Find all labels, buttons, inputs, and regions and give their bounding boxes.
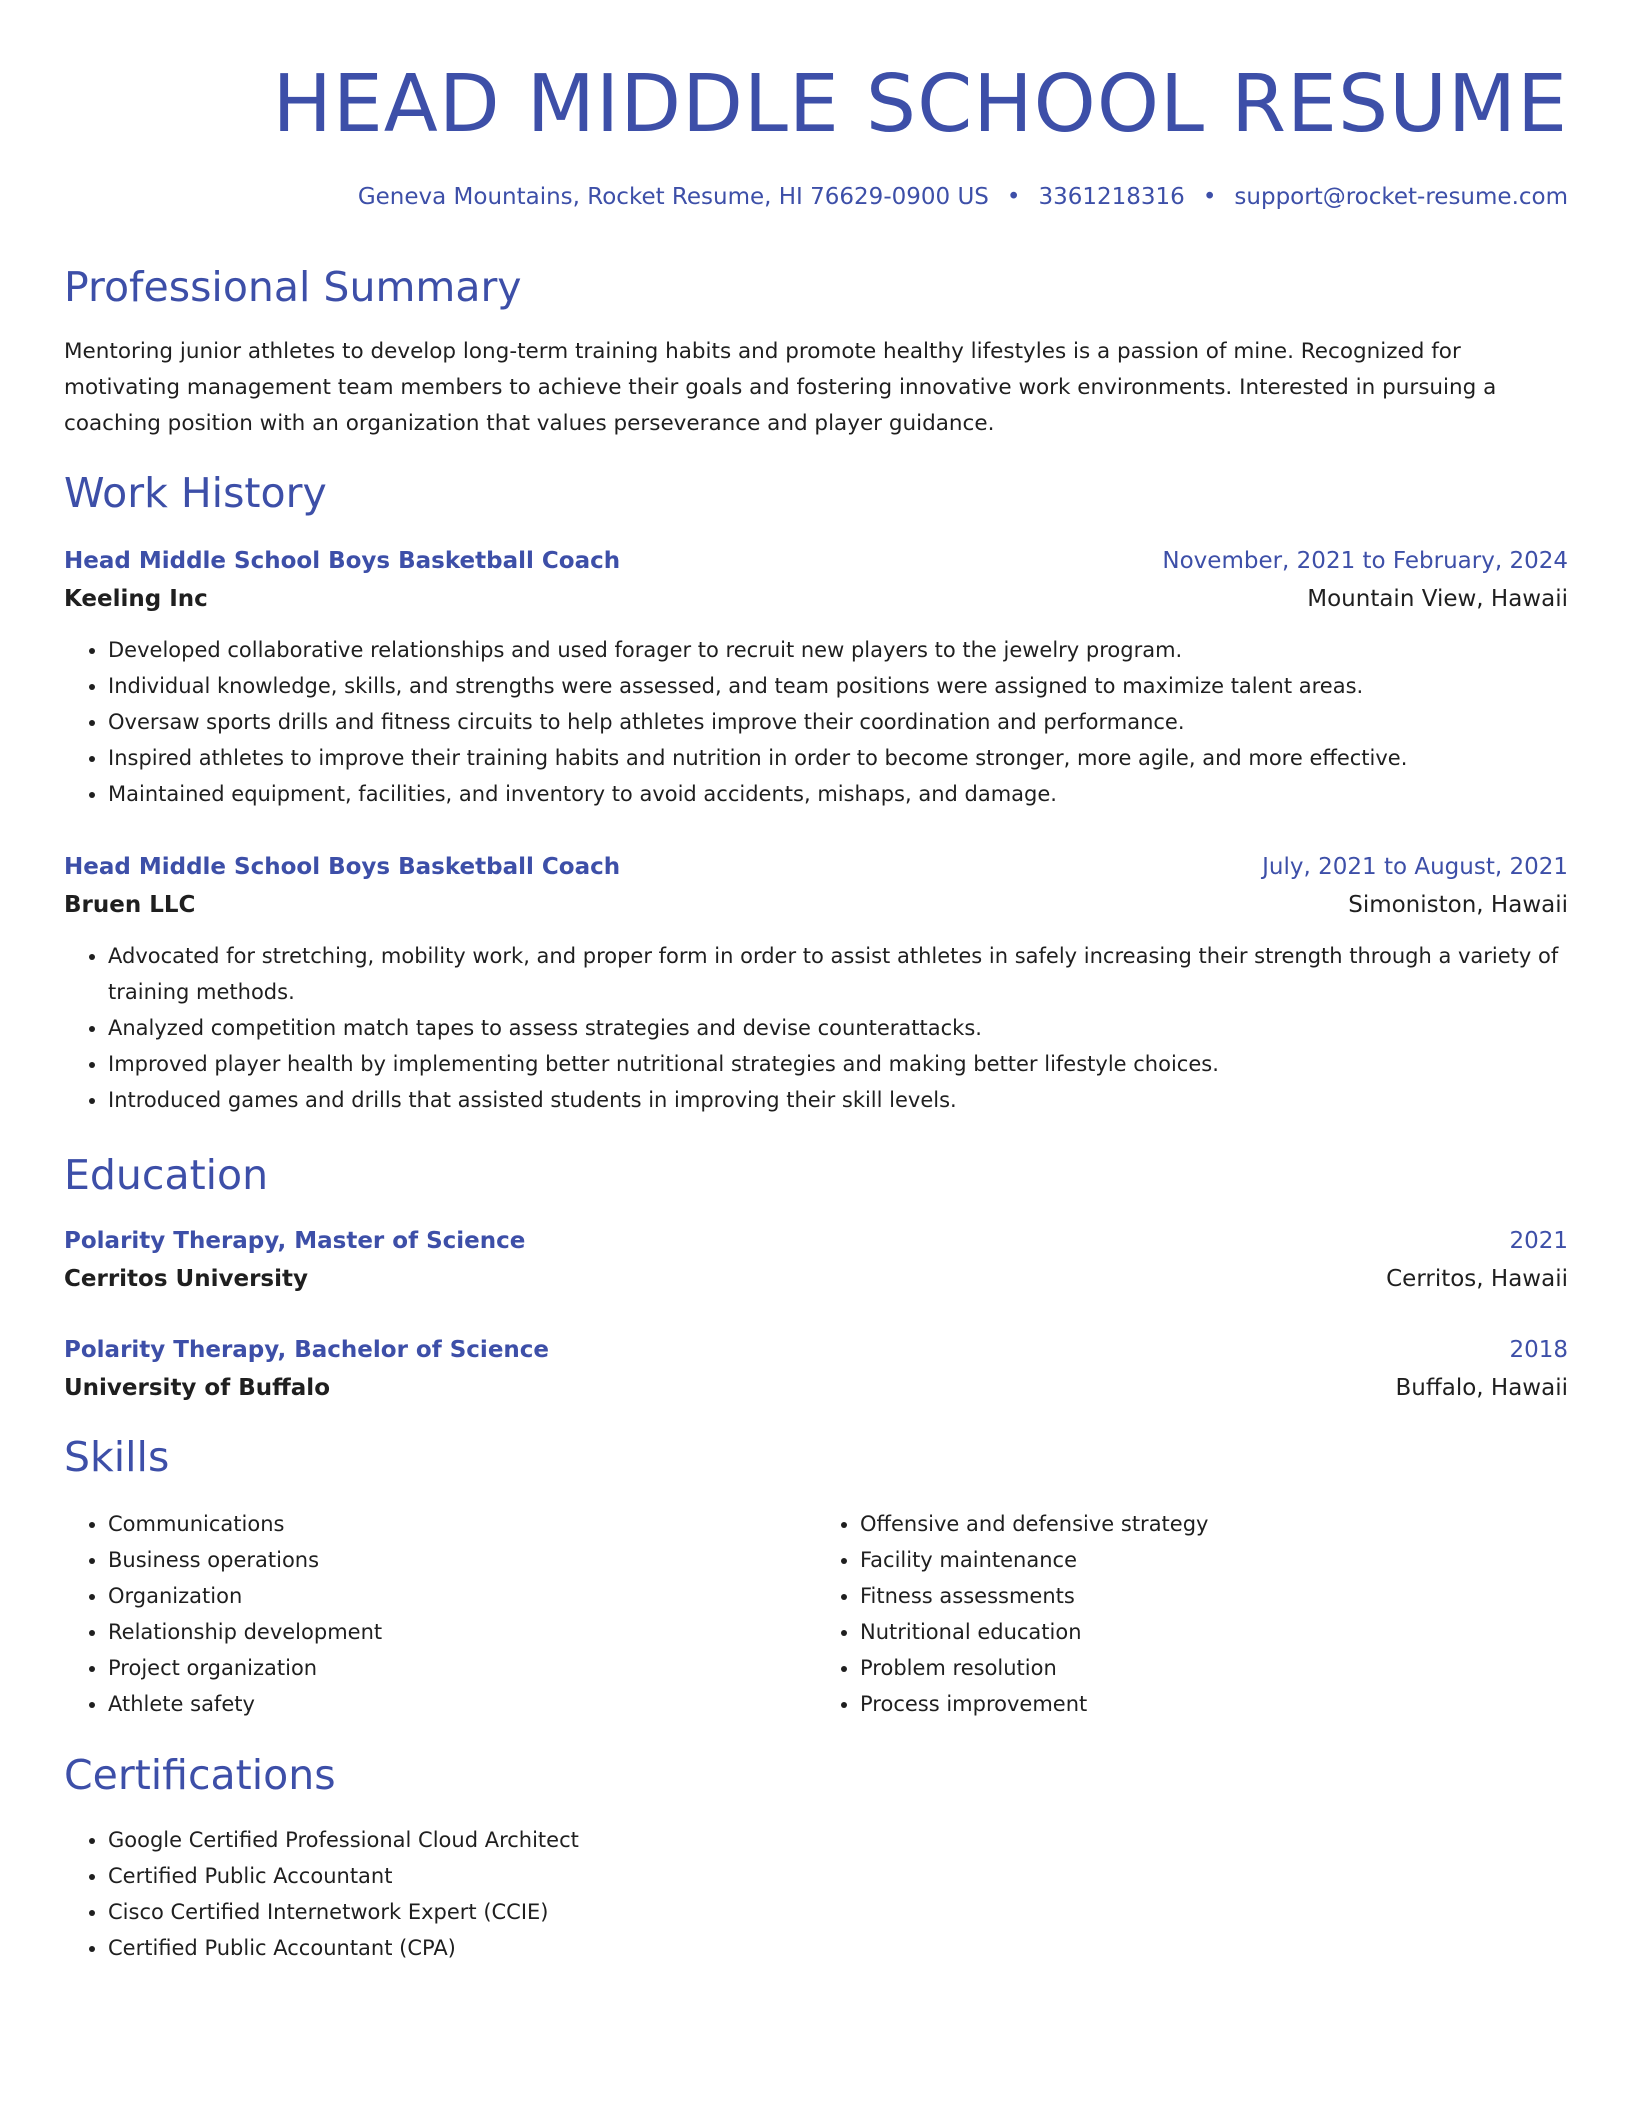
list-item: • Certified Public Accountant (CPA)	[108, 1930, 1568, 1966]
education-heading: Education	[64, 1151, 269, 1199]
list-item: • Facility maintenance	[860, 1542, 1568, 1578]
list-item: • Project organization	[108, 1650, 816, 1686]
contact-line	[358, 182, 1568, 212]
list-item: • Fitness assessments	[860, 1578, 1568, 1614]
list-item: • Cisco Certified Internetwork Expert (CCIE)	[108, 1894, 1568, 1930]
list-item: • Organization	[108, 1578, 816, 1614]
skills-list-left	[64, 1506, 816, 1722]
resume-title: HEAD MIDDLE SCHOOL RESUME	[272, 58, 1568, 150]
skills-heading: Skills	[64, 1433, 170, 1481]
degree: Polarity Therapy, Bachelor of Science	[64, 1337, 550, 1363]
phone: 3361218316	[1038, 184, 1185, 210]
work-history-heading: Work History	[64, 469, 327, 517]
graduation-year: 2018	[1509, 1337, 1568, 1363]
company-name: Bruen LLC	[64, 892, 196, 918]
job-title: Head Middle School Boys Basketball Coach	[64, 548, 621, 574]
skills-columns	[64, 1506, 1568, 1722]
job-bullets	[64, 938, 1568, 1118]
list-item: • Introduced games and drills that assisted students in improving their skill levels.	[108, 1082, 1568, 1118]
job-entry	[64, 542, 1568, 812]
school-name: University of Buffalo	[64, 1375, 330, 1401]
list-item: • Maintained equipment, facilities, and inventory to avoid accidents, mishaps, and damage.	[108, 776, 1568, 812]
list-item: • Inspired athletes to improve their training habits and nutrition in order to become stronger, more agile, and more effective.	[108, 740, 1568, 776]
address: Geneva Mountains, Rocket Resume, HI 76629-0900 US	[357, 184, 989, 210]
certifications-heading: Certifications	[64, 1751, 336, 1799]
job-dates: November, 2021 to February, 2024	[1162, 548, 1568, 574]
list-item: • Business operations	[108, 1542, 816, 1578]
job-bullets	[64, 632, 1568, 812]
school-location: Cerritos, Hawaii	[1386, 1266, 1568, 1292]
list-item: • Individual knowledge, skills, and strengths were assessed, and team positions were assigned to maximize talent areas.	[108, 668, 1568, 704]
summary-heading: Professional Summary	[64, 263, 522, 311]
email: support@rocket-resume.com	[1234, 184, 1568, 210]
school-name: Cerritos University	[64, 1266, 308, 1292]
skills-list-right	[816, 1506, 1568, 1722]
separator-dot: •	[1202, 184, 1217, 210]
list-item: • Google Certified Professional Cloud Architect	[108, 1822, 1568, 1858]
summary-text: Mentoring junior athletes to develop long-term training habits and promote healthy lifestyles is a passion of mine. Recognized for motivating management team members to achieve their goals and fostering innovative work environments. Interested in pursuing a coaching position with an organization that values perseverance and player guidance.	[64, 339, 1497, 436]
job-dates: July, 2021 to August, 2021	[1262, 854, 1568, 880]
job-location: Simoniston, Hawaii	[1348, 892, 1568, 918]
list-item: • Problem resolution	[860, 1650, 1568, 1686]
list-item: • Process improvement	[860, 1686, 1568, 1722]
education-entry	[64, 1222, 1568, 1298]
list-item: • Communications	[108, 1506, 816, 1542]
list-item: • Relationship development	[108, 1614, 816, 1650]
list-item: • Offensive and defensive strategy	[860, 1506, 1568, 1542]
school-location: Buffalo, Hawaii	[1395, 1375, 1568, 1401]
list-item: • Nutritional education	[860, 1614, 1568, 1650]
degree: Polarity Therapy, Master of Science	[64, 1228, 526, 1254]
education-entry	[64, 1331, 1568, 1407]
certifications	[64, 1822, 1568, 1966]
list-item: • Improved player health by implementing better nutritional strategies and making better lifestyle choices.	[108, 1046, 1568, 1082]
separator-dot: •	[1006, 184, 1021, 210]
job-entry	[64, 848, 1568, 1118]
list-item: • Oversaw sports drills and fitness circuits to help athletes improve their coordination and performance.	[108, 704, 1568, 740]
certifications-list	[64, 1822, 1568, 1966]
job-location: Mountain View, Hawaii	[1307, 586, 1568, 612]
list-item: • Analyzed competition match tapes to assess strategies and devise counterattacks.	[108, 1010, 1568, 1046]
list-item: • Athlete safety	[108, 1686, 816, 1722]
list-item: • Certified Public Accountant	[108, 1858, 1568, 1894]
list-item: • Advocated for stretching, mobility work, and proper form in order to assist athletes in safely increasing their strength through a variety of training methods.	[108, 938, 1568, 1010]
graduation-year: 2021	[1509, 1228, 1568, 1254]
job-title: Head Middle School Boys Basketball Coach	[64, 854, 621, 880]
list-item: • Developed collaborative relationships and used forager to recruit new players to the jewelry program.	[108, 632, 1568, 668]
company-name: Keeling Inc	[64, 586, 208, 612]
